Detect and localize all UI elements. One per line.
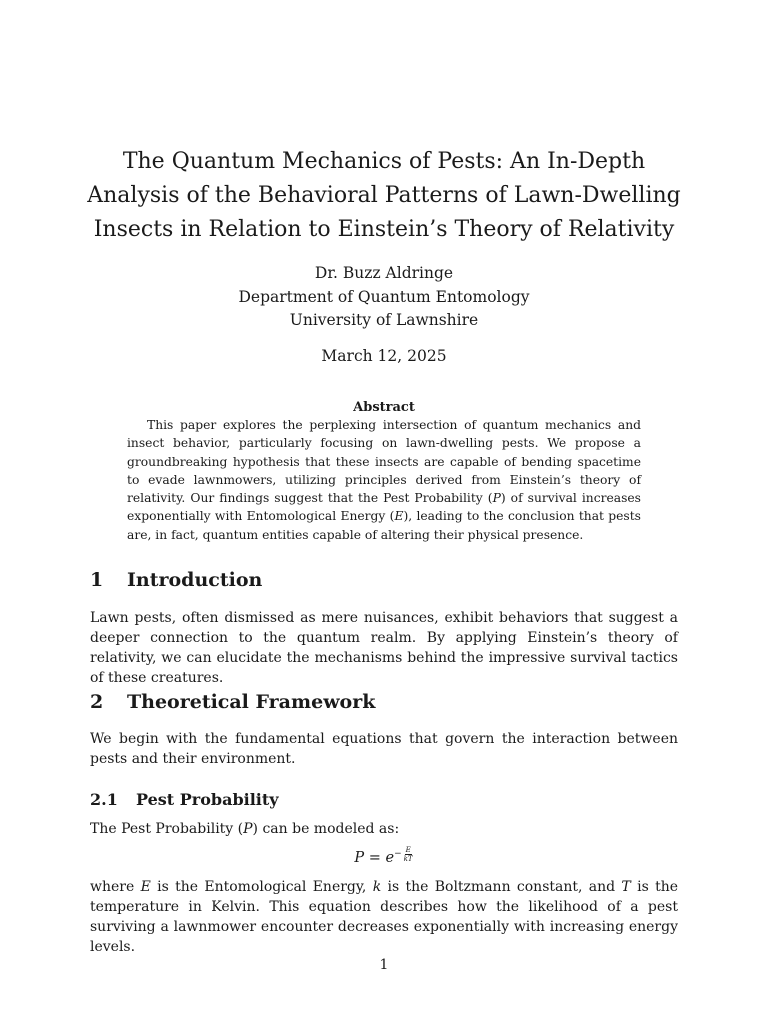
equation-exponent (394, 842, 413, 866)
equation-explanation (90, 877, 678, 957)
author-name: Dr. Buzz Aldringe (314, 264, 454, 282)
section-number: 2 (90, 691, 104, 713)
subsection-number: 2.1 (90, 790, 118, 809)
page-number: 1 (379, 957, 389, 973)
abstract-text (127, 416, 641, 544)
author-university: University of Lawnshire (289, 311, 479, 329)
where-text-part-1: where (90, 879, 141, 895)
title-line-2: Analysis of the Behavioral Patterns of Lawn-Dwelling (87, 183, 681, 208)
section-number: 1 (90, 569, 104, 591)
introduction-paragraph: Lawn pests, often dismissed as mere nuisances, exhibit behaviors that suggest a deeper connection to the quantum realm. By applying Einstein’s theory of relativity, we can elucidate the mechanisms behind the impressive survival tactics of these creatures. (90, 610, 678, 686)
where-symbol-k: k (372, 879, 382, 895)
abstract-text-part-2: ) of survival increases exponentially with Entomological Energy ( (127, 491, 641, 524)
fraction-numerator: E (405, 845, 411, 854)
section-title: Introduction (127, 569, 263, 591)
title-line-1: The Quantum Mechanics of Pests: An In-Depth (122, 149, 646, 174)
where-text-part-4: is the temperature in Kelvin. This equation describes how the likelihood of a pest surviving a lawnmower encounter decreases exponentially with increasing energy levels. (90, 879, 678, 955)
title-line-3: Insects in Relation to Einstein’s Theory of Relativity (93, 217, 675, 242)
equation-equals: = (368, 850, 381, 866)
where-symbol-t: T (621, 879, 631, 895)
fraction-denominator: kT (403, 854, 413, 863)
section-heading-introduction (90, 567, 262, 593)
section-heading-theoretical-framework (90, 689, 375, 715)
where-symbol-e: E (140, 879, 151, 895)
pest-probability-intro (90, 819, 678, 839)
subsection-heading-pest-probability (90, 789, 279, 811)
abstract-symbol-p: P (492, 491, 501, 506)
framework-paragraph: We begin with the fundamental equations that govern the interaction between pests and their environment. (90, 731, 678, 767)
abstract-text-part-1: This paper explores the perplexing intersection of quantum mechanics and insect behavior, particularly focusing on lawn-dwelling pests. We propose a groundbreaking hypothesis that these insects are capable of bending spacetime to evade lawnmowers, utilizing principles derived from Einstein’s theory of relativity. Our findings suggest that the Pest Probability ( (127, 418, 641, 506)
where-text-part-2: is the Entomological Energy, (150, 879, 373, 895)
author-block (60, 262, 708, 333)
equation-base: e (385, 850, 395, 866)
section-title: Theoretical Framework (127, 691, 376, 713)
abstract-heading: Abstract (353, 400, 415, 415)
paper-title (60, 145, 708, 247)
subsection-title: Pest Probability (136, 790, 279, 809)
exponent-fraction (403, 846, 414, 863)
abstract-text-part-3: ), leading to the conclusion that pests are, in fact, quantum entities capable of altering their physical presence. (127, 509, 641, 542)
intro-text-part-2: ) can be modeled as: (252, 821, 400, 837)
abstract-symbol-e: E (394, 509, 404, 524)
exponent-sign: − (394, 849, 402, 859)
intro-symbol-p: P (243, 821, 253, 837)
author-department: Department of Quantum Entomology (238, 287, 530, 306)
paper-date: March 12, 2025 (321, 347, 447, 365)
equation-lhs: P (354, 850, 365, 866)
pest-probability-equation (0, 846, 768, 872)
where-text-part-3: is the Boltzmann constant, and (381, 879, 622, 895)
intro-text-part-1: The Pest Probability ( (90, 821, 244, 837)
